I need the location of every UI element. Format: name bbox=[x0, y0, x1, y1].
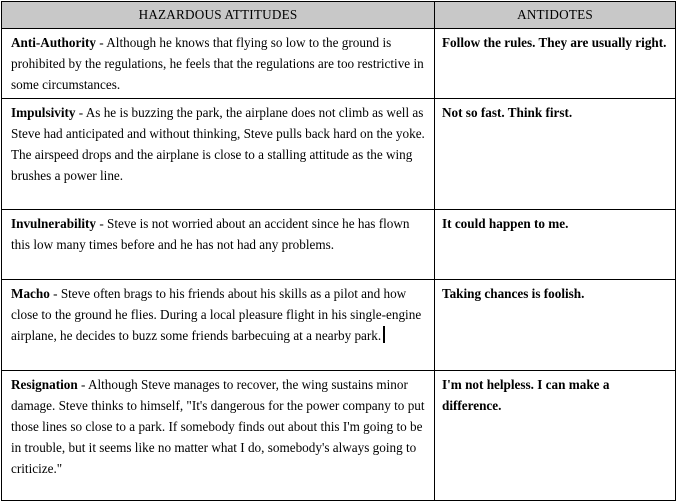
attitude-cell[interactable] bbox=[2, 280, 435, 371]
antidote-text: Follow the rules. They are usually right. bbox=[442, 35, 667, 50]
attitude-cell[interactable] bbox=[2, 99, 435, 210]
antidote-cell[interactable] bbox=[435, 280, 676, 371]
antidote-text: I'm not helpless. I can make a difference. bbox=[442, 377, 610, 413]
attitude-cell[interactable] bbox=[2, 210, 435, 280]
attitude-description: - As he is buzzing the park, the airplane does not climb as well as Steve had anticipated and without thinking, Steve pulls back hard on the yoke. The airspeed drops and the airplane is close to a stalling attitude as the wing brushes a power line. bbox=[11, 105, 425, 183]
attitude-description: - Steve is not worried about an accident since he has flown this low many times before and he has not had any problems. bbox=[11, 216, 410, 252]
attitude-description: - Although he knows that flying so low to the ground is prohibited by the regulations, he feels that the regulations are too restrictive in some circumstances. bbox=[11, 35, 424, 92]
antidote-cell[interactable] bbox=[435, 29, 676, 99]
attitude-term: Macho bbox=[11, 286, 50, 301]
attitude-term: Impulsivity bbox=[11, 105, 76, 120]
attitude-term: Resignation bbox=[11, 377, 78, 392]
attitude-cell[interactable] bbox=[2, 371, 435, 501]
antidote-cell[interactable] bbox=[435, 371, 676, 501]
antidote-text: Not so fast. Think first. bbox=[442, 105, 573, 120]
attitude-description: - Although Steve manages to recover, the wing sustains minor damage. Steve thinks to himself, "It's dangerous for the power company to put those lines so close to a park. If somebody finds out about this I'm going to be in trouble, but it seems like no matter what I do, somebody's always going to criticize." bbox=[11, 377, 425, 476]
header-row bbox=[2, 2, 676, 29]
attitude-cell[interactable] bbox=[2, 29, 435, 99]
header-antidotes: ANTIDOTES bbox=[435, 2, 676, 29]
attitude-term: Anti-Authority bbox=[11, 35, 96, 50]
antidote-text: It could happen to me. bbox=[442, 216, 569, 231]
hazardous-attitudes-table bbox=[1, 1, 676, 501]
table-row bbox=[2, 99, 676, 210]
antidote-cell[interactable] bbox=[435, 99, 676, 210]
table-row bbox=[2, 371, 676, 501]
table-row bbox=[2, 210, 676, 280]
table-row bbox=[2, 280, 676, 371]
antidote-text: Taking chances is foolish. bbox=[442, 286, 585, 301]
text-cursor bbox=[383, 326, 385, 343]
antidote-cell[interactable] bbox=[435, 210, 676, 280]
attitude-description: - Steve often brags to his friends about his skills as a pilot and how close to the ground he flies. During a local pleasure flight in his single-engine airplane, he decides to buzz some friends barbecuing at a nearby park. bbox=[11, 286, 422, 343]
header-hazardous-attitudes: HAZARDOUS ATTITUDES bbox=[2, 2, 435, 29]
table-row bbox=[2, 29, 676, 99]
attitude-term: Invulnerability bbox=[11, 216, 97, 231]
